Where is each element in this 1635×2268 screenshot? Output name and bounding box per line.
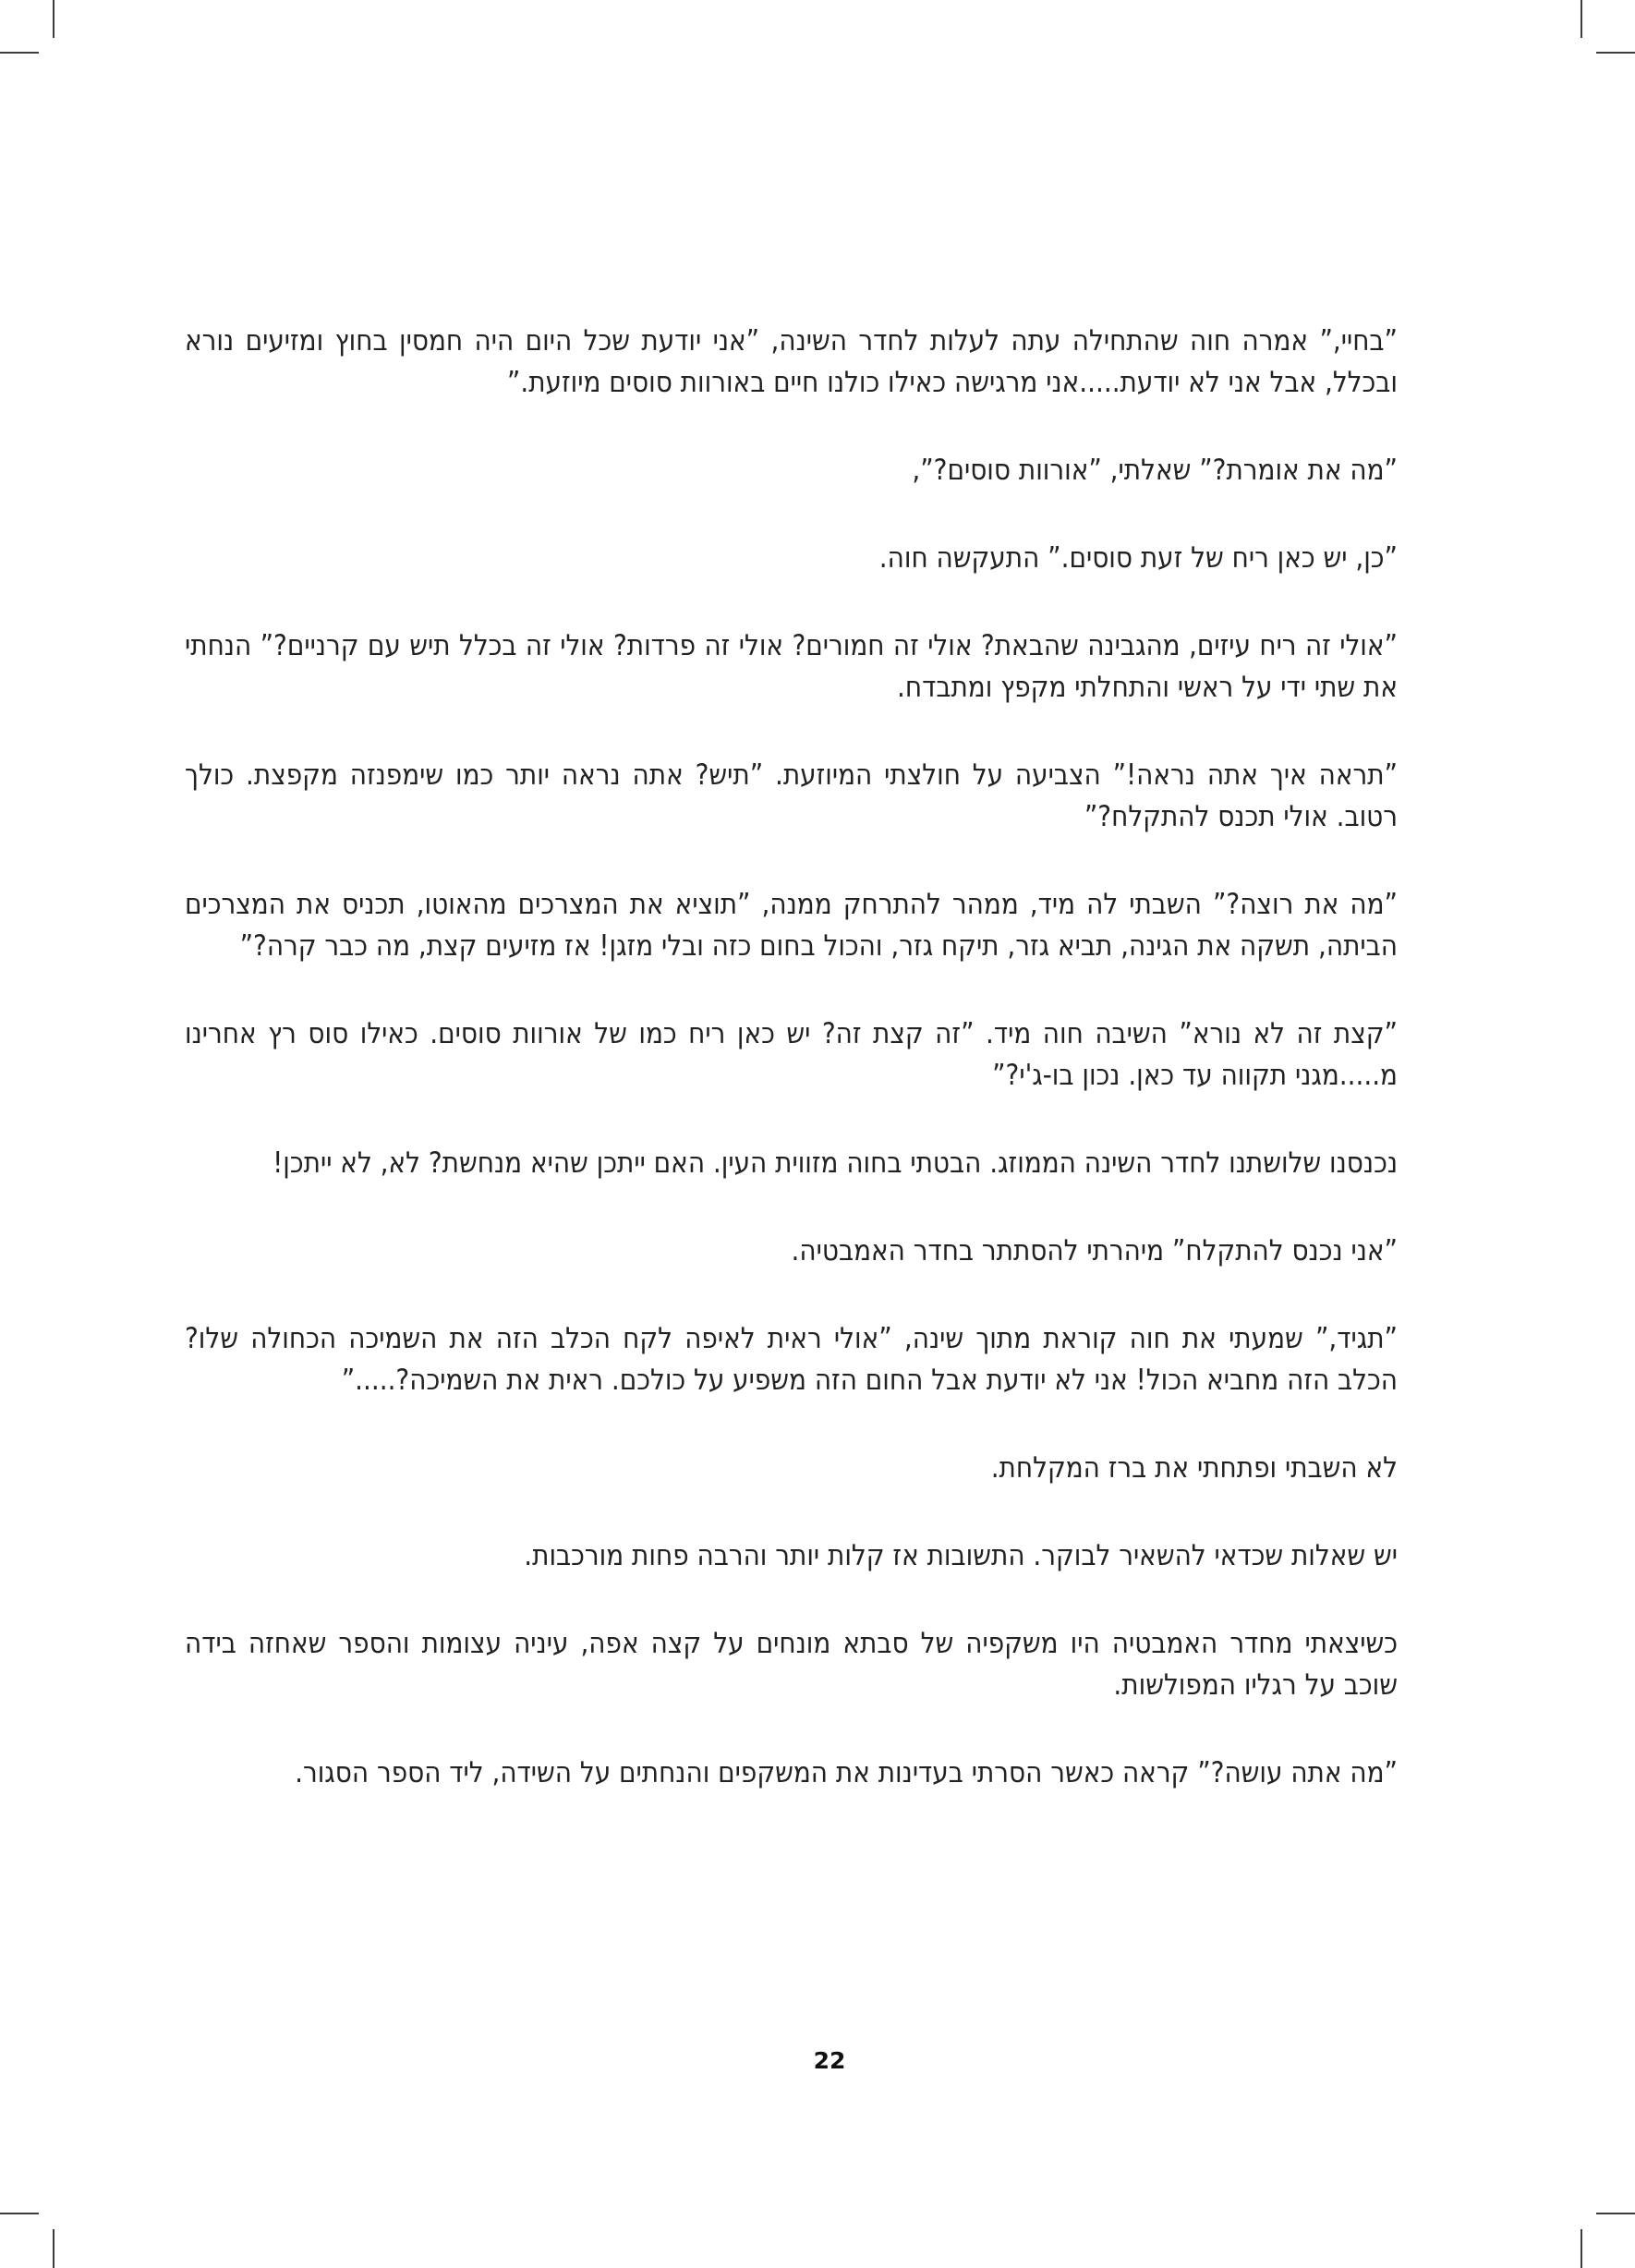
crop-mark-bottom-left-horizontal	[0, 2213, 39, 2214]
paragraph: ”כן, יש כאן ריח של זעת סוסים.” התעקשה חוה.	[878, 541, 1398, 575]
paragraph: כשיצאתי מחדר האמבטיה היו משקפיה של סבתא מונחים על קצה אפה, עיניה עצומות והספר שאחזה בידה שוכב על רגליו המפולשות.	[185, 1627, 1398, 1702]
paragraph: ”בחיי,” אמרה חוה שהתחילה עתה לעלות לחדר השינה, ”אני יודעת שכל היום היה חמסין בחוץ ומזיעים נורא ובכלל, אבל אני לא יודעת.....אני מרגישה כאילו כולנו חיים באורוות סוסים מיוזעת.”	[185, 324, 1398, 399]
paragraph: ”אולי זה ריח עיזים, מהגבינה שהבאת? אולי זה חמורים? אולי זה פרדות? אולי זה בכלל תיש עם קרניים?” הנחתי את שתי ידי על ראשי והתחלתי מקפץ ומתבדח.	[185, 629, 1398, 704]
paragraph: ”תגיד,” שמעתי את חוה קוראת מתוך שינה, ”אולי ראית לאיפה לקח הכלב הזה את השמיכה הכחולה שלו? הכלב הזה מחביא הכול! אני לא יודעת אבל החום הזה משפיע על כולכם. ראית את השמיכה?.....”	[185, 1322, 1398, 1397]
paragraph: ”מה את רוצה?” השבתי לה מיד, ממהר להתרחק ממנה, ”תוציא את המצרכים מהאוטו, תכניס את המצרכים הביתה, תשקה את הגינה, תביא גזר, תיקח גזר, והכול בחום כזה ובלי מזגן! אז מזיעים קצת, מה כבר קרה?”	[185, 888, 1398, 963]
crop-mark-top-left-horizontal	[0, 52, 39, 54]
paragraph: ”אני נכנס להתקלח” מיהרתי להסתתר בחדר האמבטיה.	[791, 1234, 1398, 1267]
paragraph: ”תראה איך אתה נראה!” הצביעה על חולצתי המיוזעת. ”תיש? אתה נראה יותר כמו שימפנזה מקפצת. כולך רטוב. אולי תכנס להתקלח?”	[185, 758, 1398, 833]
crop-mark-bottom-right-horizontal	[1596, 2213, 1635, 2214]
page-number: 22	[813, 2047, 846, 2074]
crop-mark-top-right-horizontal	[1596, 52, 1635, 54]
paragraph: ”קצת זה לא נורא” השיבה חוה מיד. ”זה קצת זה? יש כאן ריח כמו של אורוות סוסים. כאילו סוס רץ אחרינו מ.....מגני תקווה עד כאן. נכון בו-ג'י?”	[185, 1017, 1398, 1092]
text-block	[185, 321, 1398, 1794]
crop-mark-top-right-vertical	[1580, 0, 1582, 38]
crop-mark-bottom-right-vertical	[1580, 2229, 1582, 2268]
paragraph: לא השבתי ופתחתי את ברז המקלחת.	[990, 1451, 1398, 1485]
paragraph: ”מה אתה עושה?” קראה כאשר הסרתי בעדינות את המשקפים והנחתים על השידה, ליד הספר הסגור.	[295, 1756, 1398, 1789]
crop-mark-bottom-left-vertical	[53, 2229, 54, 2268]
paragraph: נכנסנו שלושתנו לחדר השינה הממוזג. הבטתי בחוה מזווית העין. האם ייתכן שהיא מנחשת? לא, לא ייתכן!	[272, 1146, 1398, 1180]
paragraph: יש שאלות שכדאי להשאיר לבוקר. התשובות אז קלות יותר והרבה פחות מורכבות.	[524, 1539, 1398, 1572]
paragraph: ”מה את אומרת?” שאלתי, ”אורוות סוסים?”,	[912, 454, 1398, 487]
crop-mark-top-left-vertical	[53, 0, 54, 38]
